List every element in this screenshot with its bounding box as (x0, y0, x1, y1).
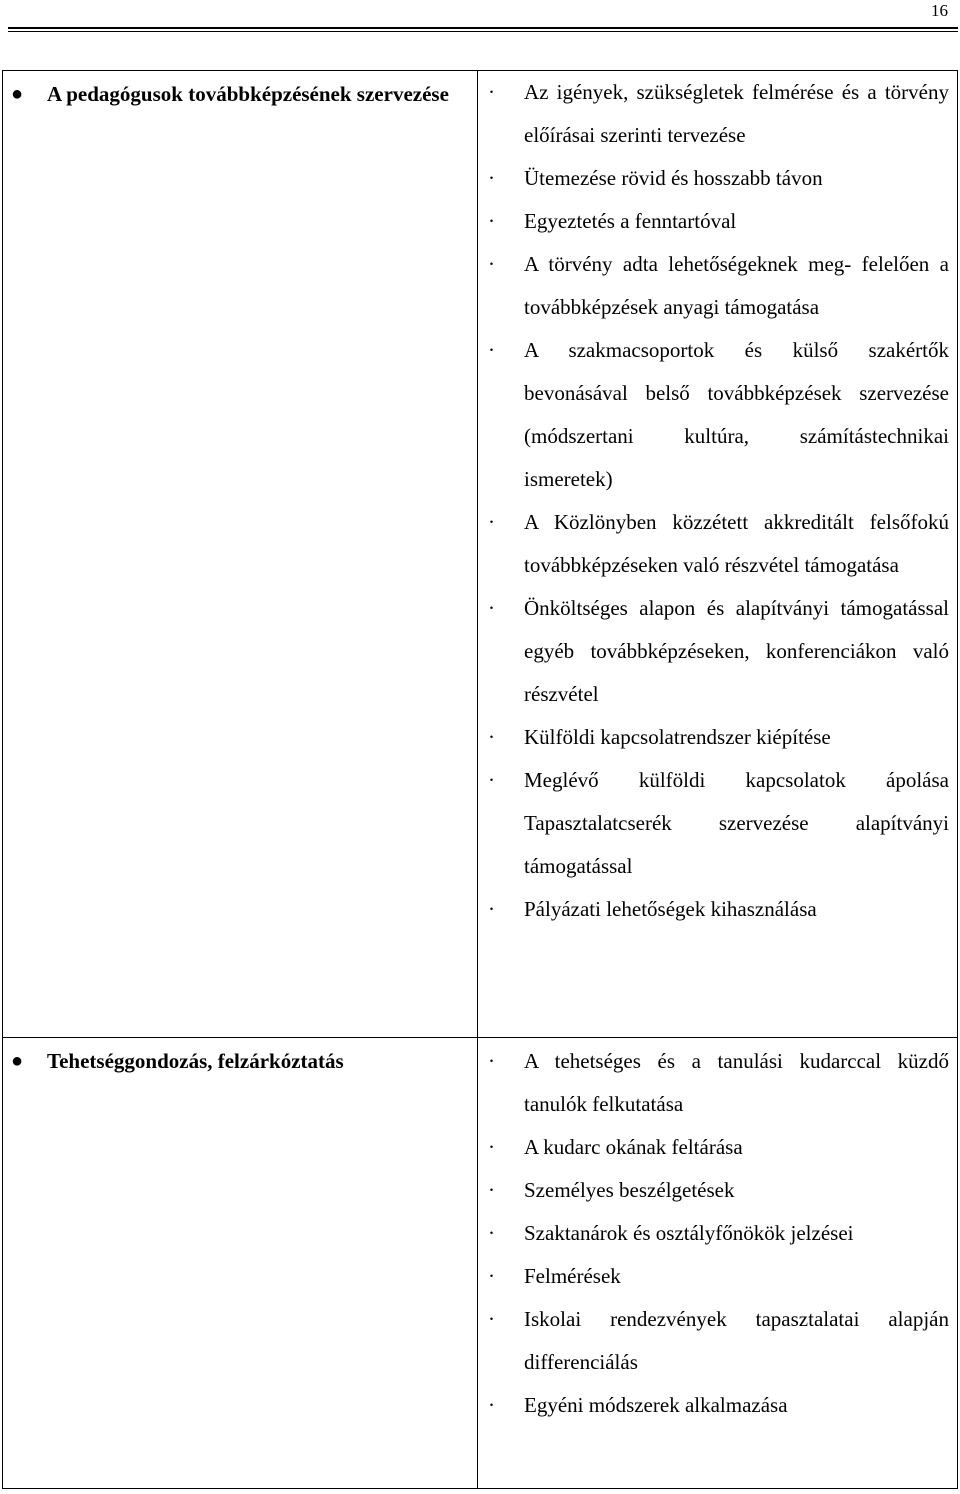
marker-icon: · (488, 209, 495, 233)
marker-icon: · (488, 510, 495, 534)
table-row (3, 1038, 958, 1489)
list-item: · Iskolai rendezvények tapasztalatai alapján differenciálás (484, 1298, 949, 1384)
list-item: · Szaktanárok és osztályfőnökök jelzései (484, 1212, 949, 1255)
list-item: · Külföldi kapcsolatrendszer kiépítése (484, 716, 949, 759)
list-item: · Önköltséges alapon és alapítványi támogatással egyéb továbbképzéseken, konferenciákon való részvétel (484, 587, 949, 716)
marker-icon: · (488, 768, 495, 792)
marker-icon: · (488, 1264, 495, 1288)
list-item: · A tehetséges és a tanulási kudarccal küzdő tanulók felkutatása (484, 1040, 949, 1126)
bullet-icon: ● (11, 1050, 24, 1072)
marker-icon: · (488, 596, 495, 620)
marker-icon: · (488, 252, 495, 276)
list-item: · Az igények, szükségletek felmérése és a törvény előírásai szerinti tervezése (484, 71, 949, 157)
list-item: · A kudarc okának feltárása (484, 1126, 949, 1169)
page-number: 16 (931, 1, 948, 20)
header-rule (8, 27, 958, 32)
marker-icon: · (488, 166, 495, 190)
topic-heading (3, 73, 477, 116)
list-item: · Felmérések (484, 1255, 949, 1298)
items-cell (478, 71, 958, 1038)
bullet-icon: ● (11, 83, 24, 105)
plan-table (2, 70, 958, 1489)
marker-icon: · (488, 1221, 495, 1245)
marker-icon: · (488, 1393, 495, 1417)
list-item: · Egyéni módszerek alkalmazása (484, 1384, 949, 1427)
list-item: · Személyes beszélgetések (484, 1169, 949, 1212)
marker-icon: · (488, 338, 495, 362)
topic-cell (3, 71, 478, 1038)
topic-title: A pedagógusok továbbképzésének szervezése (47, 82, 449, 106)
marker-icon: · (488, 897, 495, 921)
list-item: · Ütemezése rövid és hosszabb távon (484, 157, 949, 200)
marker-icon: · (488, 725, 495, 749)
marker-icon: · (488, 1049, 495, 1073)
list-item: · Meglévő külföldi kapcsolatok ápolása Tapasztalatcserék szervezése alapítványi támogatással (484, 759, 949, 888)
item-list (484, 1040, 949, 1427)
marker-icon: · (488, 1135, 495, 1159)
list-item: · A szakmacsoportok és külső szakértők bevonásával belső továbbképzések szervezése (módszertani kultúra, számítástechnikai ismeretek) (484, 329, 949, 501)
topic-title: Tehetséggondozás, felzárkóztatás (47, 1049, 344, 1073)
marker-icon: · (488, 1307, 495, 1331)
list-item: · Egyeztetés a fenntartóval (484, 200, 949, 243)
list-item: · A törvény adta lehetőségeknek meg- felelően a továbbképzések anyagi támogatása (484, 243, 949, 329)
marker-icon: · (488, 80, 495, 104)
topic-cell (3, 1038, 478, 1489)
topic-heading (3, 1040, 477, 1083)
list-item: · A Közlönyben közzétett akkreditált felsőfokú továbbképzéseken való részvétel támogatása (484, 501, 949, 587)
marker-icon: · (488, 1178, 495, 1202)
table-row (3, 71, 958, 1038)
item-list (484, 71, 949, 931)
list-item: · Pályázati lehetőségek kihasználása (484, 888, 949, 931)
items-cell (478, 1038, 958, 1489)
